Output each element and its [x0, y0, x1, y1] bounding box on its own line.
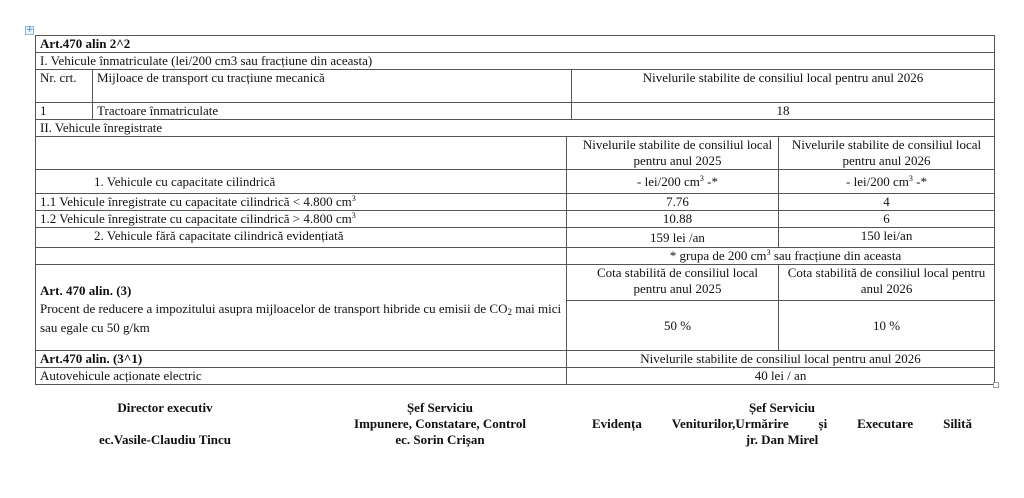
unit-2025: [567, 170, 779, 194]
signature-block-director: [70, 400, 260, 448]
signature-name: ec. Sorin Crișan: [395, 432, 485, 447]
department-word: Veniturilor,Urmărire: [671, 416, 789, 431]
unit-2026: [779, 170, 995, 194]
table-row: [36, 53, 995, 70]
row-label: Autovehicule acționate electric: [36, 368, 567, 385]
table-row: [36, 36, 995, 53]
section-b-title: II. Vehicule înregistrate: [36, 120, 995, 137]
value-2025: 10.88: [567, 211, 779, 228]
section-a-subtitle: I. Vehicule înmatriculate (lei/200 cm3 sau fracțiune din aceasta): [36, 53, 995, 70]
section-c-title: Art. 470 alin. (3): [40, 282, 132, 298]
department-word: Evidența: [592, 416, 642, 431]
unit-sup: 3: [699, 173, 704, 183]
department-word: Executare: [857, 416, 914, 431]
table-resize-handle-icon[interactable]: [993, 382, 999, 388]
row-label-sup: 3: [351, 194, 356, 203]
empty-cell: [36, 137, 567, 170]
department-word: și: [818, 416, 828, 431]
table-row: [36, 351, 995, 368]
levels-2026-header: Nivelurile stabilite de consiliul local pentru anul 2026: [779, 137, 995, 170]
row-name: Tractoare înmatriculate: [93, 103, 572, 120]
signature-name: ec.Vasile-Claudiu Tincu: [99, 432, 231, 447]
signature-block-evidenta: [592, 400, 972, 448]
unit-sup: 3: [908, 173, 913, 183]
table-move-handle-icon[interactable]: +: [26, 25, 34, 35]
nr-crt-header: Nr. crt.: [36, 70, 93, 103]
value-2025: 7.76: [567, 194, 779, 211]
group-1-label: 1. Vehicule cu capacitate cilindrică: [36, 170, 567, 194]
row-label-text: 1.2 Vehicule înregistrate cu capacitate cilindrică > 4.800 cm: [40, 211, 352, 226]
row-value: 18: [572, 103, 995, 120]
unit-suffix: -*: [703, 173, 718, 189]
group-2-label: 2. Vehicule fără capacitate cilindrică evidențiată: [36, 228, 567, 248]
unit-suffix: -*: [912, 173, 927, 189]
footnote-suffix: sau fracțiune din aceasta: [770, 248, 902, 263]
footnote: [567, 248, 995, 265]
row-label: [36, 211, 567, 228]
section-c-description: [40, 299, 562, 337]
unit-text: - lei/200 cm: [637, 173, 700, 189]
signature-role: Director executiv: [117, 400, 213, 415]
value-2026: 150 lei/an: [779, 228, 995, 248]
row-label: [36, 194, 567, 211]
signature-name: jr. Dan Mirel: [745, 432, 819, 447]
table-header-row: [36, 137, 995, 170]
row-label-sup: 3: [351, 211, 356, 220]
signature-block-impunere: [340, 400, 540, 448]
table-row: [36, 211, 995, 228]
table-row: [36, 248, 995, 265]
levels-2026-header: Nivelurile stabilite de consiliul local pentru anul 2026: [567, 351, 995, 368]
rate-2026-value: 10 %: [779, 301, 995, 351]
description-sub: 2: [507, 306, 512, 317]
levels-2026-header: Nivelurile stabilite de consiliul local pentru anul 2026: [572, 70, 995, 103]
unit-text: - lei/200 cm: [846, 173, 909, 189]
tax-levels-table: [35, 35, 995, 385]
table-header-row: [36, 70, 995, 103]
row-value: 40 lei / an: [567, 368, 995, 385]
description-text: Procent de reducere a impozitului asupra mijloacelor de transport hibride cu emisii de CO: [40, 300, 508, 316]
department-word: Silită: [943, 416, 972, 431]
footnote-sup: 3: [766, 248, 771, 257]
footnote-text: * grupa de 200 cm: [669, 248, 767, 263]
value-2026: 4: [779, 194, 995, 211]
empty-cell: [36, 248, 567, 265]
table-row: [36, 368, 995, 385]
signature-role: Șef Serviciu: [748, 400, 816, 415]
description-suffix: mai mici sau egale cu 50 g/km: [40, 300, 562, 335]
signature-department: [592, 416, 972, 432]
section-d-title: Art.470 alin. (3^1): [36, 351, 567, 368]
table-row: [36, 170, 995, 194]
levels-2025-header: Nivelurile stabilite de consiliul local pentru anul 2025: [567, 137, 779, 170]
value-2025: 159 lei /an: [567, 228, 779, 248]
row-label-text: 1.1 Vehicule înregistrate cu capacitate cilindrică < 4.800 cm: [40, 194, 352, 209]
table-header-row: [36, 265, 995, 301]
rate-2025-header: Cota stabilită de consiliul local pentru anul 2025: [567, 265, 779, 301]
table-row: [36, 103, 995, 120]
signature-department: Impunere, Constatare, Control: [354, 416, 526, 431]
value-2026: 6: [779, 211, 995, 228]
rate-2026-header: Cota stabilită de consiliul local pentru anul 2026: [779, 265, 995, 301]
section-a-title: Art.470 alin 2^2: [36, 36, 995, 53]
means-of-transport-header: Mijloace de transport cu tracțiune mecanică: [93, 70, 572, 103]
signature-role: Șef Serviciu: [406, 400, 474, 415]
table-row: [36, 194, 995, 211]
rate-2025-value: 50 %: [567, 301, 779, 351]
table-row: [36, 228, 995, 248]
section-c-description-cell: [36, 265, 567, 351]
row-nr: 1: [36, 103, 93, 120]
table-row: [36, 120, 995, 137]
